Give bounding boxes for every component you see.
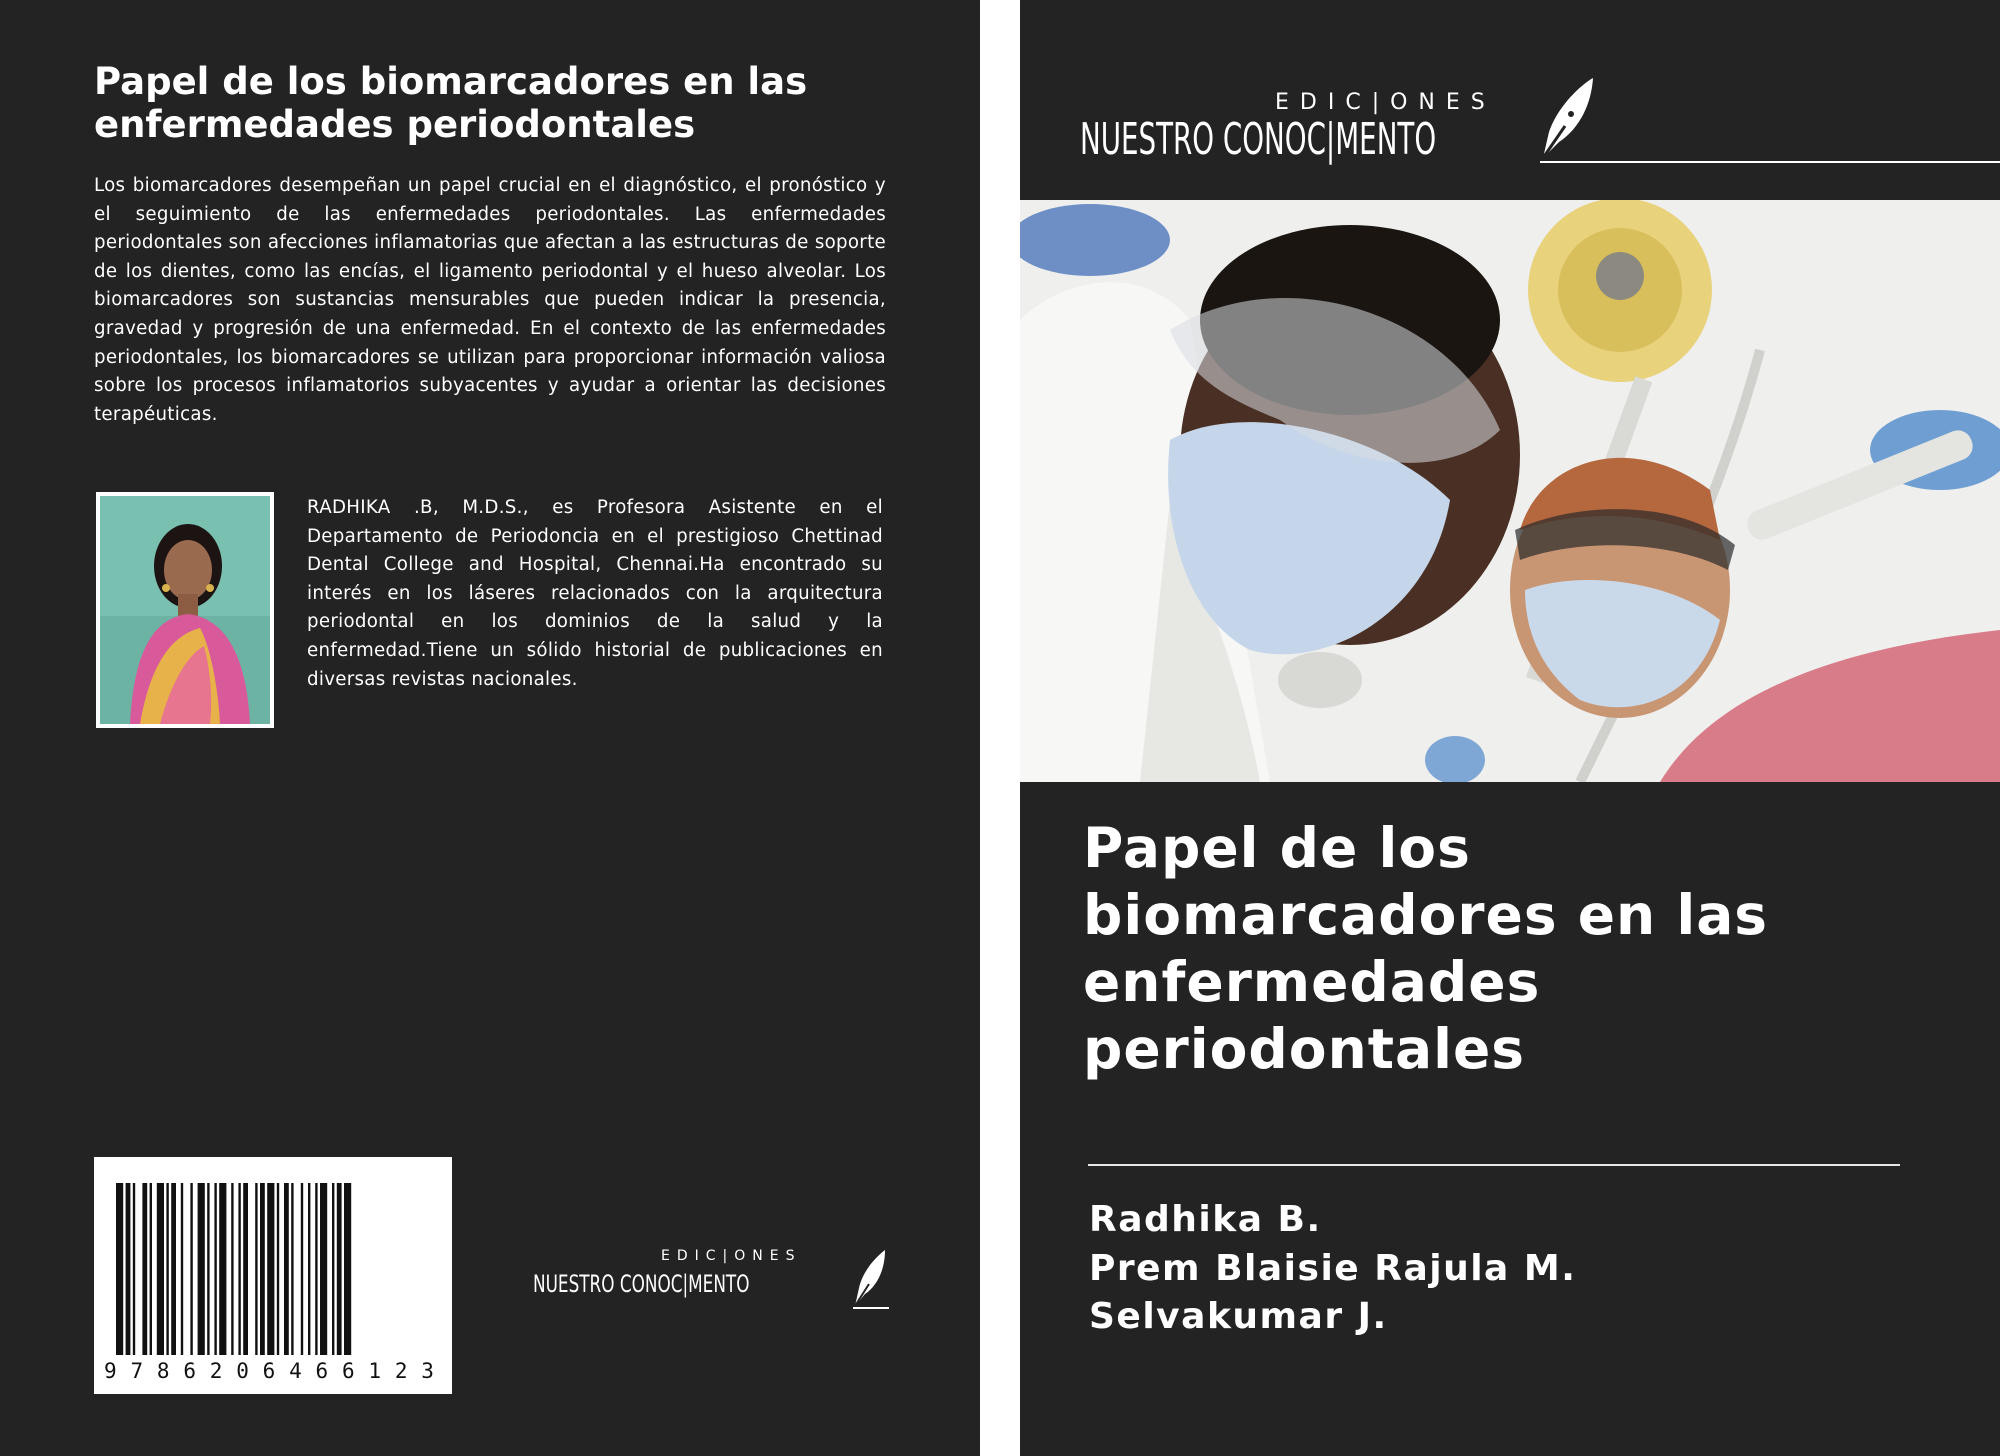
barcode-bar [308, 1183, 310, 1355]
logo-underline [1540, 161, 2000, 163]
author-portrait-illustration [100, 496, 270, 724]
barcode-bar [116, 1183, 123, 1355]
author-photo [96, 492, 274, 728]
barcode-bar [157, 1183, 164, 1355]
cover-photo-dentists [1020, 200, 2000, 782]
barcode-bar [315, 1183, 317, 1355]
isbn-digit: 2 [209, 1359, 223, 1383]
cover-title-line: biomarcadores en las [1083, 883, 1769, 947]
barcode-bar [171, 1183, 176, 1355]
isbn-digit: 0 [236, 1359, 249, 1383]
publisher-logo-top-text: EDIC|ONES [1275, 90, 1496, 115]
barcode-bar [207, 1183, 209, 1355]
author-list [1089, 1196, 1576, 1342]
isbn-digit: 6 [262, 1359, 276, 1383]
fountain-pen-nib-icon [1535, 74, 1597, 164]
book-description: Los biomarcadores desempeñan un papel crucial en el diagnóstico, el pronóstico y el seguimiento de las enfermedades periodontales. Las enfermedades periodontales son afecciones inflamatorias que afectan a las estructuras de soporte de los dientes, como las encías, el ligamento periodontal y el hueso alveolar. Los biomarcadores son sustancias mensurables que pueden indicar la presencia, gravedad y progresión de una enfermedad. En el contexto de las enfermedades periodontales, los biomarcadores se utilizan para proporcionar información valiosa sobre los procesos inflamatorios subyacentes y ayudar a orientar las decisiones terapéuticas. [94, 175, 886, 425]
barcode-bar [291, 1183, 293, 1355]
publisher-logo-front [1080, 74, 1600, 166]
isbn-digit: 3 [421, 1359, 434, 1383]
isbn-digit: 1 [368, 1359, 382, 1383]
barcode-bar [301, 1183, 303, 1355]
cover-title-line: Papel de los [1083, 816, 1471, 880]
barcode-bar [214, 1183, 216, 1355]
dentists-illustration [1020, 200, 2000, 782]
front-cover [1020, 0, 2000, 1456]
barcode-bar [260, 1183, 265, 1355]
isbn-digit: 8 [156, 1359, 170, 1383]
barcode-bar [255, 1183, 257, 1355]
barcode-bar [267, 1183, 274, 1355]
isbn-digit: 2 [394, 1359, 408, 1383]
author-name: Prem Blaisie Rajula M. [1089, 1247, 1577, 1289]
isbn-digit: 6 [341, 1359, 355, 1383]
publisher-logo-main-text: NUESTRO CONOC|MENTO [1080, 114, 1437, 165]
isbn-digit: 7 [130, 1359, 144, 1383]
publisher-logo-top-text: EDIC|ONES [661, 1248, 802, 1264]
barcode-bar [126, 1183, 131, 1355]
barcode-bar [198, 1183, 205, 1355]
isbn-number [104, 1359, 434, 1383]
barcode-bar [284, 1183, 289, 1355]
author-name: Radhika B. [1089, 1199, 1322, 1240]
cover-title [1083, 815, 1963, 1083]
barcode-bar [243, 1183, 248, 1355]
barcode-bar [320, 1183, 327, 1355]
isbn-digit: 6 [183, 1359, 196, 1383]
isbn-digit: 4 [289, 1359, 302, 1383]
author-name: Selvakumar J. [1089, 1296, 1388, 1337]
title-divider [1088, 1164, 1900, 1166]
barcode-bar [231, 1183, 233, 1355]
isbn-digit: 6 [315, 1359, 329, 1383]
barcode-bar [166, 1183, 168, 1355]
barcode-bar [238, 1183, 240, 1355]
barcode-bar [190, 1183, 192, 1355]
cover-title-line: enfermedades [1083, 950, 1541, 1014]
barcode-bar [181, 1183, 183, 1355]
barcode-bar [344, 1183, 351, 1355]
barcode-bar [277, 1183, 279, 1355]
barcode-bar [150, 1183, 152, 1355]
isbn-digit: 9 [104, 1359, 117, 1383]
barcode-bar [332, 1183, 334, 1355]
barcode-bar [219, 1183, 226, 1355]
fountain-pen-nib-icon [851, 1248, 889, 1310]
cover-title-line: periodontales [1083, 1017, 1526, 1081]
barcode-bar [133, 1183, 135, 1355]
isbn-barcode [94, 1157, 452, 1394]
author-bio: RADHIKA .B, M.D.S., es Profesora Asistente en el Departamento de Periodoncia en el prestigioso Chettinad Dental College and Hospital, Chennai.Ha encontrado su interés en los láseres relacionados con la arquitectura periodontal en los dominios de la salud y la enfermedad.Tiene un sólido historial de publicaciones en diversas revistas nacionales. [307, 497, 883, 690]
barcode-bar [337, 1183, 342, 1355]
publisher-logo-main-text: NUESTRO CONOC|MENTO [533, 1270, 750, 1298]
back-cover [0, 0, 980, 1456]
publisher-logo-back [533, 1248, 893, 1310]
barcode-bar [142, 1183, 147, 1355]
back-cover-title: Papel de los biomarcadores en las enfermedades periodontales [94, 60, 808, 146]
